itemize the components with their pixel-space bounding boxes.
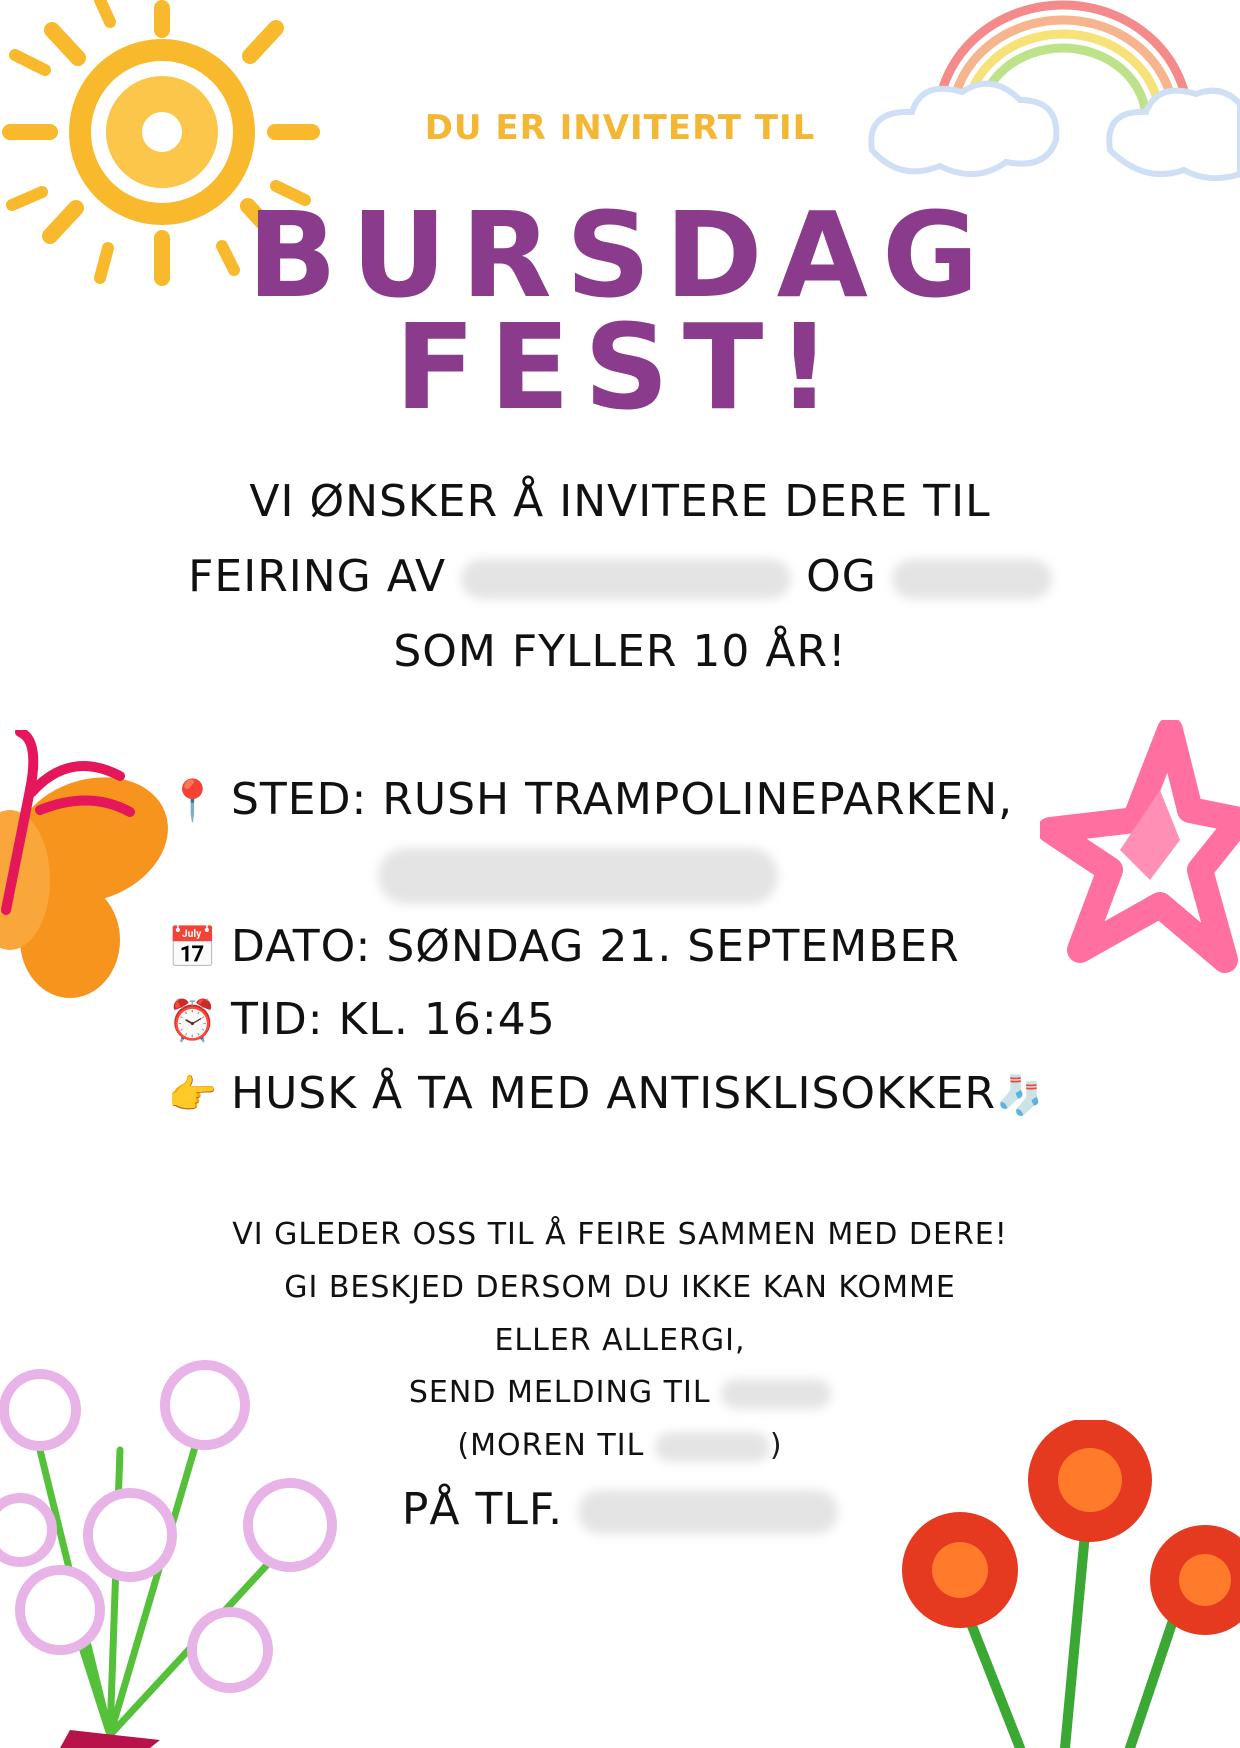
pin-icon: 📍 bbox=[167, 778, 219, 824]
mother-of-close: ) bbox=[769, 1428, 783, 1463]
place-text: STED: RUSH TRAMPOLINEPARKEN, bbox=[231, 774, 1014, 825]
redacted-address bbox=[378, 848, 778, 904]
footer-line-1: VI GLEDER OSS TIL Å FEIRE SAMMEN MED DERE! bbox=[232, 1217, 1008, 1252]
note-row bbox=[165, 1068, 1045, 1119]
note-text: HUSK Å TA MED ANTISKLISOKKER bbox=[231, 1068, 997, 1119]
pointing-hand-icon: 👉 bbox=[167, 1072, 219, 1118]
date-text: DATO: SØNDAG 21. SEPTEMBER bbox=[231, 921, 960, 972]
footer-line-4 bbox=[0, 1375, 1240, 1410]
pink-flowers-illustration bbox=[0, 1360, 360, 1748]
phone-line bbox=[0, 1484, 1240, 1535]
intro-line-3: SOM FYLLER 10 ÅR! bbox=[393, 626, 847, 677]
redacted-contact bbox=[721, 1379, 831, 1409]
butterfly-illustration bbox=[0, 730, 180, 1030]
date-row bbox=[165, 921, 960, 972]
intro-line-1: VI ØNSKER Å INVITERE DERE TIL bbox=[249, 476, 991, 527]
redacted-child-name bbox=[655, 1432, 770, 1462]
footer-line-3: ELLER ALLERGI, bbox=[494, 1323, 746, 1358]
rainbow-illustration bbox=[860, 0, 1240, 210]
title-line-1: BURSDAG bbox=[247, 186, 993, 324]
redacted-name-2 bbox=[892, 559, 1052, 599]
phone-prefix: PÅ TLF. bbox=[401, 1484, 564, 1535]
time-row bbox=[165, 994, 556, 1045]
time-text: TID: KL. 16:45 bbox=[231, 994, 556, 1045]
intro-line-2-middle: OG bbox=[806, 551, 877, 602]
alarm-clock-icon: ⏰ bbox=[167, 998, 219, 1044]
intro-line-2 bbox=[0, 551, 1240, 602]
mother-of-text: (MOREN TIL bbox=[457, 1428, 645, 1463]
socks-icon: 🧦 bbox=[996, 1073, 1045, 1117]
title-line-2: FEST! bbox=[394, 298, 846, 436]
place-row bbox=[165, 774, 1014, 825]
send-message-text: SEND MELDING TIL bbox=[408, 1375, 711, 1410]
red-flowers-illustration bbox=[890, 1420, 1240, 1748]
redacted-name-1 bbox=[461, 559, 791, 599]
calendar-icon: 📅 bbox=[167, 925, 219, 971]
footer-line-2: GI BESKJED DERSOM DU IKKE KAN KOMME bbox=[284, 1270, 956, 1305]
redacted-phone-number bbox=[578, 1490, 838, 1534]
invitation-kicker: DU ER INVITERT TIL bbox=[424, 108, 816, 148]
intro-line-2-prefix: FEIRING AV bbox=[188, 551, 447, 602]
star-illustration bbox=[1040, 720, 1240, 980]
footer-line-5 bbox=[0, 1428, 1240, 1463]
